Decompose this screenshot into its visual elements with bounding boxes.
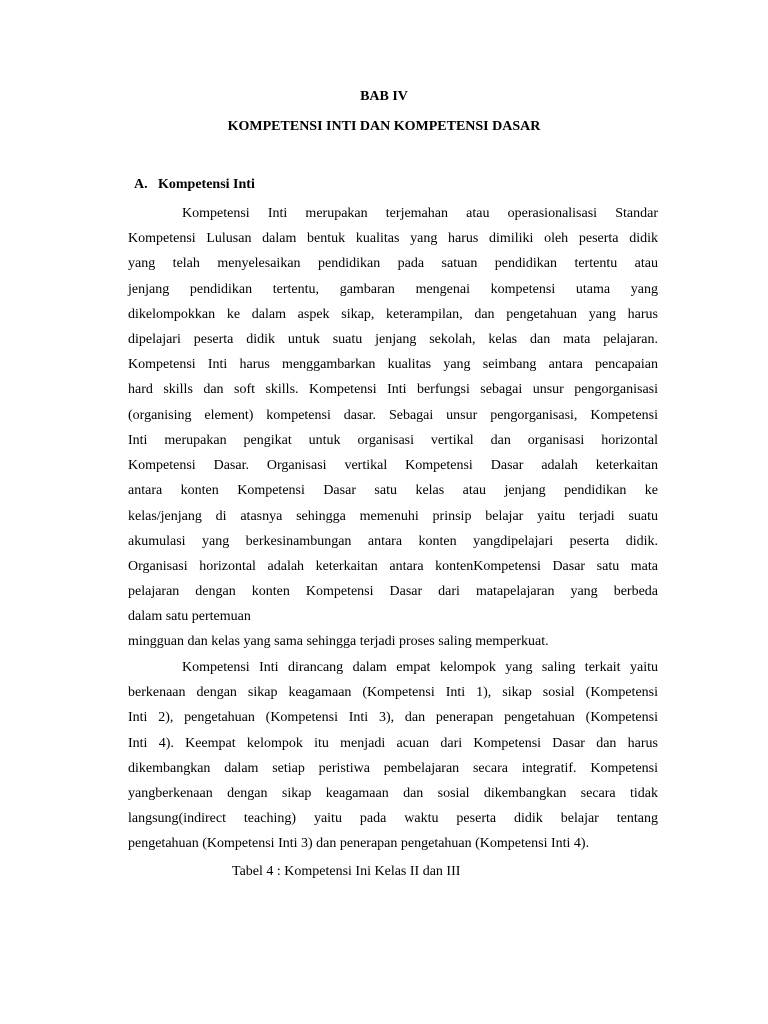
paragraph-line: yangberkenaan dengan sikap keagamaan dan sosial dikembangkan secara tidak bbox=[128, 786, 658, 801]
paragraph-line: hard skills dan soft skills. Kompetensi Inti berfungsi sebagai unsur pengorganisasi bbox=[128, 382, 658, 397]
paragraph-line: dalam satu pertemuan bbox=[128, 609, 251, 624]
paragraph-line: pelajaran dengan konten Kompetensi Dasar dari matapelajaran yang berbeda bbox=[128, 584, 658, 599]
paragraph-line: Inti 4). Keempat kelompok itu menjadi acuan dari Kompetensi Dasar dan harus bbox=[128, 736, 658, 751]
paragraph-line: berkenaan dengan sikap keagamaan (Kompetensi Inti 1), sikap sosial (Kompetensi bbox=[128, 685, 658, 700]
chapter-number: BAB IV bbox=[360, 89, 408, 104]
paragraph-line: yang telah menyelesaikan pendidikan pada satuan pendidikan tertentu atau bbox=[128, 256, 658, 271]
paragraph-line: mingguan dan kelas yang sama sehingga terjadi proses saling memperkuat. bbox=[128, 634, 549, 649]
paragraph-line: Kompetensi Inti merupakan terjemahan atau operasionalisasi Standar bbox=[182, 206, 658, 221]
section-heading bbox=[134, 176, 255, 194]
paragraph-line: Kompetensi Lulusan dalam bentuk kualitas yang harus dimiliki oleh peserta didik bbox=[128, 231, 658, 246]
paragraph-line: Kompetensi Inti dirancang dalam empat kelompok yang saling terkait yaitu bbox=[182, 660, 658, 675]
paragraph-line: (organising element) kompetensi dasar. Sebagai unsur pengorganisasi, Kompetensi bbox=[128, 408, 658, 423]
table-caption: Tabel 4 : Kompetensi Ini Kelas II dan III bbox=[232, 864, 461, 879]
paragraph-line: Kompetensi Dasar. Organisasi vertikal Kompetensi Dasar adalah keterkaitan bbox=[128, 458, 658, 473]
section-marker: A. bbox=[134, 177, 148, 192]
paragraph-line: akumulasi yang berkesinambungan antara konten yangdipelajari peserta didik. bbox=[128, 534, 658, 549]
paragraph-line: dikembangkan dalam setiap peristiwa pembelajaran secara integratif. Kompetensi bbox=[128, 761, 658, 776]
section-title: Kompetensi Inti bbox=[158, 177, 255, 192]
paragraph-line: jenjang pendidikan tertentu, gambaran mengenai kompetensi utama yang bbox=[128, 282, 658, 297]
chapter-title: KOMPETENSI INTI DAN KOMPETENSI DASAR bbox=[227, 119, 541, 134]
paragraph-line: dikelompokkan ke dalam aspek sikap, keterampilan, dan pengetahuan yang harus bbox=[128, 307, 658, 322]
paragraph-line: dipelajari peserta didik untuk suatu jenjang sekolah, kelas dan mata pelajaran. bbox=[128, 332, 658, 347]
paragraph-line: pengetahuan (Kompetensi Inti 3) dan penerapan pengetahuan (Kompetensi Inti 4). bbox=[128, 836, 590, 851]
paragraph-line: Organisasi horizontal adalah keterkaitan antara kontenKompetensi Dasar satu mata bbox=[128, 559, 658, 574]
paragraph-line: langsung(indirect teaching) yaitu pada waktu peserta didik belajar tentang bbox=[128, 811, 658, 826]
paragraph-line: antara konten Kompetensi Dasar satu kelas atau jenjang pendidikan ke bbox=[128, 483, 658, 498]
paragraph-line: Inti merupakan pengikat untuk organisasi vertikal dan organisasi horizontal bbox=[128, 433, 658, 448]
paragraph-line: kelas/jenjang di atasnya sehingga memenuhi prinsip belajar yaitu terjadi suatu bbox=[128, 509, 658, 524]
paragraph-line: Kompetensi Inti harus menggambarkan kualitas yang seimbang antara pencapaian bbox=[128, 357, 658, 372]
paragraph-line: Inti 2), pengetahuan (Kompetensi Inti 3), dan penerapan pengetahuan (Kompetensi bbox=[128, 710, 658, 725]
